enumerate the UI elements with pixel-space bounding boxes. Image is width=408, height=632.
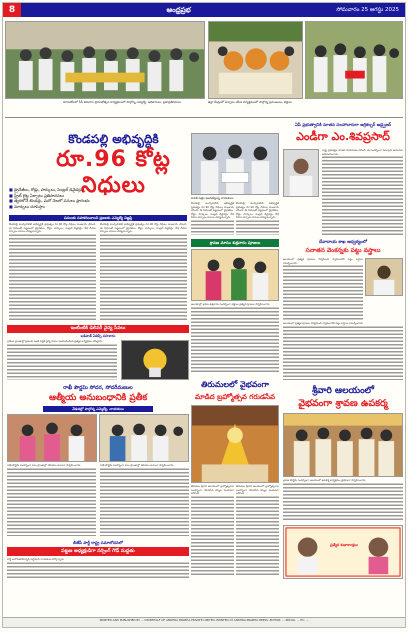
left-story3-body-col1: రాఖీ పౌర్ణమి సందర్భంగా పలు ప్రాంతాల్లో వేడుకలు ఘనంగా నిర్వహించారు. — [7, 464, 96, 536]
center-body-col1: కొండపల్లి మున్సిపాలిటీ అభివృద్ధికి ప్రభుత్వం రూ.96 కోట్ల నిధులు మంజూరు చేసింది. ఈ నిధులతో పట్టణంలో డ్రైనేజీలు, రోడ్లు, పార్కులు, సెంట్రల్ డివైడర్లు, వీధి దీపాల ఏర్పాటు పనులు చేపట్టనున్నారు. — [191, 202, 234, 235]
masthead: ఆంధ్రప్రభ — [166, 4, 191, 14]
left-story4-headline: పట్టణ అధ్యక్షుడిగా నర్సింగ్ గౌడ్ మద్దతు — [7, 547, 189, 556]
bullet-item: ■ స్ట్రీట్ లైట్ల ఏర్పాటు ప్రతిపాదనలు — [9, 193, 189, 199]
left-story2-sub: బడిపాత్ ఏజెన్సీ సహకారం — [80, 334, 116, 338]
photo-tirumala — [191, 405, 279, 483]
center-story3-body-col2: తిరుమల శ్రీవారి ఆలయంలో బ్రహ్మోత్సవాల సందర్భంగా గరుడసేవ కన్నుల పండువగా జరిగింది. — [236, 485, 279, 577]
right-story2-body: ఆలయంలో ప్రత్యేక పూజలు నిర్వహించి స్వామివారికి పట్టు వస్త్రాలు సమర్పించారు. — [283, 258, 363, 320]
photo-top-right-1 — [208, 21, 303, 99]
left-story3-headline2: ఆత్మీయ అనుబంధానికి ప్రతీక — [48, 393, 148, 403]
page-footer: PRINTED AND PUBLISHED BY ... ON BEHALF OF ANDHRA PRABHA PRIVATE LIMITED. PRINTED AT ANDHRA PRABHA PRESS. EDITOR: ... RNI No. ... Ph: ... — [3, 617, 405, 627]
page-number: 8 — [3, 3, 21, 17]
caption-top-left: మానుకోటలో సీసీ కెమెరాల ప్రారంభోత్సవ కార్యక్రమంలో పాల్గొన్న ఎమ్మెల్యే, అధికారులు, ప్రజాప్రతినిధులు — [63, 100, 181, 104]
photo-top-right-2 — [305, 21, 403, 99]
photo-left-story2 — [121, 340, 189, 380]
photo-rakhi-1 — [7, 414, 97, 462]
main-body-col2: కొండపల్లి మున్సిపాలిటీ అభివృద్ధికి ప్రభుత్వం రూ.96 కోట్ల నిధులు మంజూరు చేసింది. ఈ నిధులతో పట్టణంలో డ్రైనేజీలు, రోడ్లు, పార్కులు, సెంట్రల్ డివైడర్లు, వీధి దీపాల ఏర్పాటు పనులు చేపట్టనున్నారు. — [100, 223, 187, 321]
photo-right-story3 — [283, 413, 403, 477]
photo-center — [191, 133, 279, 195]
left-story2-body: గ్రామీణ ప్రాంతాల్లో ప్రజలకు ఇంటి వద్దకే వైద్య సేవలు అందించేందుకు ప్రత్యేక కార్యక్రమం చేపట్టారు. — [7, 340, 117, 380]
left-story3-headline1: రాఖీ పౌర్ణమి సోదర, సోదరీమణుల — [63, 385, 133, 391]
issue-date: సోమవారం 25 ఆగస్టు 2025 — [336, 7, 399, 13]
right-story3-headline2: వైభవంగా శ్రావణ ఉపకర్మ — [298, 398, 388, 409]
right-story-kicker: ఏపీ ప్రభుత్వానికి నూతన సలహాదారుగా అగ్రికల్చర్ అడ్వైజర్ — [294, 122, 392, 127]
photo-rakhi-2 — [99, 414, 189, 462]
main-bullets — [9, 187, 189, 209]
right-story3-headline1: శ్రీవారి ఆలయంలో — [312, 386, 374, 396]
left-story4-kicker: బీజేపీ పార్టీ రాష్ట్ర సమాలోచనలో — [73, 540, 123, 545]
left-story3-sub: వేడుకల్లో పాల్గొన్న ఎమ్మెల్యే, నాయకులు — [43, 406, 153, 412]
main-headline-line2: రూ.96 కోట్ల నిధులు — [56, 147, 171, 198]
center-story2-body: ఆలయాల్లో శ్రావణ శుక్రవారం సందర్భంగా భక్తులు ప్రత్యేక పూజలు నిర్వహించారు. — [191, 303, 279, 373]
right-story3-body: శ్రావణ పౌర్ణమి సందర్భంగా ఆలయంలో ఉపకర్మ కార్యక్రమం వైభవంగా నిర్వహించారు. — [283, 479, 403, 521]
ad-box-text: ప్రత్యేక శుభాకాంక్షలు — [330, 543, 358, 547]
center-body-col2: కొండపల్లి మున్సిపాలిటీ అభివృద్ధికి ప్రభుత్వం రూ.96 కోట్ల నిధులు మంజూరు చేసింది. ఈ నిధులతో పట్టణంలో డ్రైనేజీలు, రోడ్లు, పార్కులు, సెంట్రల్ డివైడర్లు, వీధి దీపాల ఏర్పాటు పనులు చేపట్టనున్నారు. — [236, 202, 279, 235]
photo-top-left — [5, 21, 205, 99]
center-story3-headline2: మాడిద బ్రహ్మోత్సవ గరుడసేవ — [194, 393, 276, 401]
caption-center: వినతి పత్రం అందజేస్తున్న నాయకులు — [191, 196, 234, 200]
center-story3-headline1: తిరుమలలో వైభవంగా — [201, 380, 269, 389]
main-body-col1: కొండపల్లి మున్సిపాలిటీ అభివృద్ధికి ప్రభుత్వం రూ.96 కోట్ల నిధులు మంజూరు చేసింది. ఈ నిధులతో పట్టణంలో డ్రైనేజీలు, రోడ్లు, పార్కులు, సెంట్రల్ డివైడర్లు, వీధి దీపాల ఏర్పాటు పనులు చేపట్టనున్నారు. — [9, 223, 96, 321]
right-story-body: రాష్ట్ర ప్రభుత్వం నూతన నియామకం చేసింది. ఈ సందర్భంగా పలువురు ఆయనను అభినందించారు. — [322, 149, 403, 235]
page-header — [3, 3, 405, 17]
right-story-headline: ఎండీగా ఎం.శివప్రసాద్ — [296, 130, 390, 143]
photo-center-story2 — [191, 249, 279, 301]
center-story2-bar: శ్రావణ మాసం శుక్రవారం పూజలు — [191, 239, 279, 247]
photo-right-story2 — [365, 258, 403, 296]
right-story2-kicker: దేవాదాయ శాఖ ఆధ్వర్యంలో — [318, 240, 367, 245]
left-story2-bar: ఇంటింటికి డెలివరీ వైద్య సేవలు — [7, 325, 189, 333]
photo-portrait — [283, 149, 319, 197]
right-story2-body-2: ఆలయంలో ప్రత్యేక పూజలు నిర్వహించి స్వామివారికి పట్టు వస్త్రాలు సమర్పించారు. — [283, 322, 403, 380]
left-story3-body-col2: రాఖీ పౌర్ణమి సందర్భంగా పలు ప్రాంతాల్లో వేడుకలు ఘనంగా నిర్వహించారు. — [100, 464, 189, 536]
right-story2-headline: సనాతన వెంకన్నకు పట్టు వస్త్రాలు — [305, 247, 381, 254]
center-story3-body-col1: తిరుమల శ్రీవారి ఆలయంలో బ్రహ్మోత్సవాల సందర్భంగా గరుడసేవ కన్నుల పండువగా జరిగింది. — [191, 485, 234, 577]
main-subheading: పనులకు సహకరించాలని ప్రజలకు ఎమ్మెల్యే విజ్ఞప్తి — [9, 215, 187, 221]
main-headline-line1: కొండపల్లి అభివృద్ధికి — [68, 132, 159, 146]
bullet-item: ■ త్వరలోనే టెండర్లు, మరో నెలలో పనులు ప్రారంభం — [9, 198, 189, 204]
left-story4-body: పార్టీ బలోపేతానికి కృషి చేస్తామని నాయకులు పేర్కొన్నారు. — [7, 558, 189, 578]
bullet-item: ■ మార్పులు చూపిస్తాం — [9, 204, 189, 210]
bullet-item: ■ డ్రైనేజీలు, రోడ్లు, పార్కులు, సెంట్రల్ డివైడర్లు, — [9, 187, 189, 193]
divider-top — [5, 117, 403, 118]
caption-top-right: జిల్లా కేంద్రంలో ఏర్పాటు చేసిన కార్యక్రమంలో పాల్గొన్న ప్రముఖులు, భక్తులు — [208, 100, 292, 104]
newspaper-page — [2, 2, 406, 628]
